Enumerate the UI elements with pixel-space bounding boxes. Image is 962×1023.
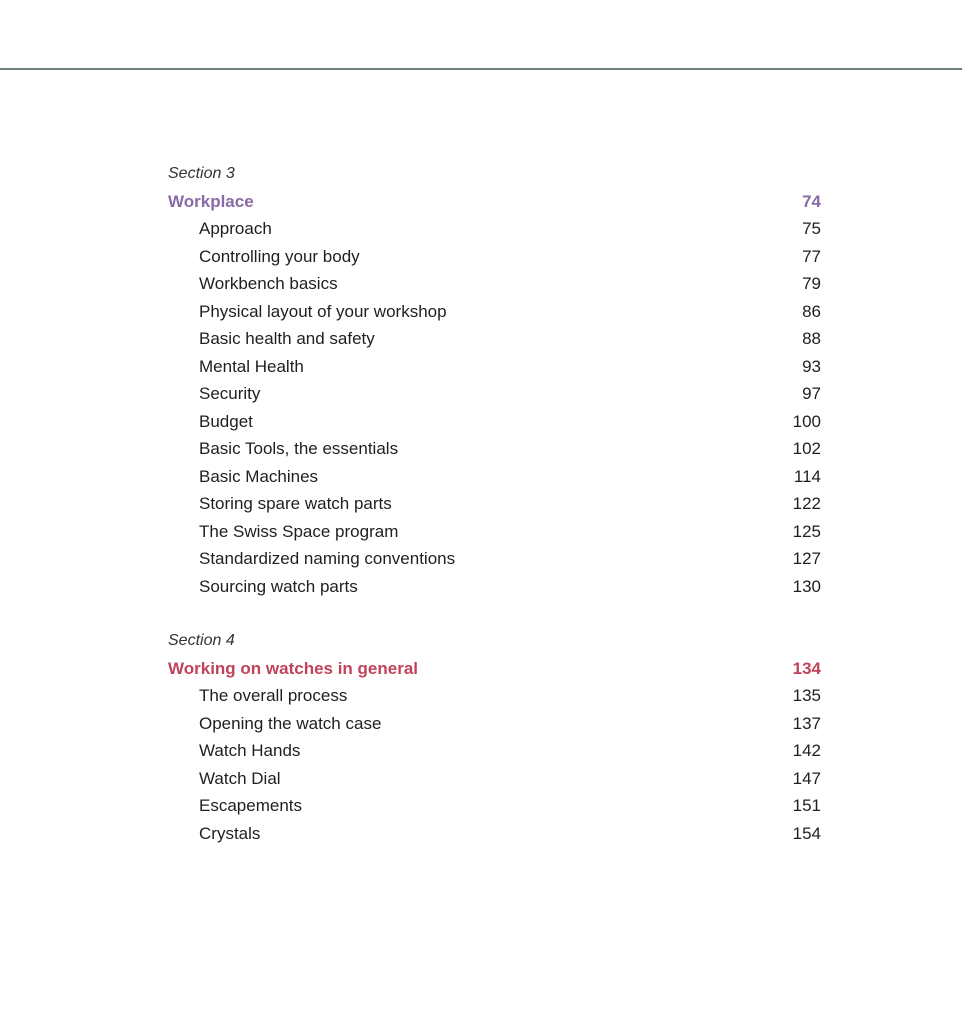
- toc-entry[interactable]: [168, 820, 821, 848]
- entry-page-number: 122: [792, 494, 821, 513]
- section-page-number: 134: [792, 658, 821, 678]
- entry-title: Escapements: [199, 796, 302, 815]
- toc-entry[interactable]: [168, 435, 821, 463]
- entry-page-number: 137: [792, 713, 821, 733]
- entry-title: Physical layout of your workshop: [199, 301, 447, 321]
- entry-page-number: 100: [792, 411, 821, 431]
- toc-entry[interactable]: [168, 298, 821, 326]
- section-heading-workplace[interactable]: [168, 188, 821, 216]
- entry-page-number: 77: [802, 246, 821, 266]
- section-heading-working-on-watches[interactable]: [168, 655, 821, 683]
- entry-page-number: 88: [802, 329, 821, 348]
- table-of-contents: [168, 160, 821, 874]
- section-label: Section 3: [168, 165, 235, 182]
- toc-entry[interactable]: [168, 463, 821, 491]
- entry-title: Watch Dial: [199, 768, 281, 788]
- entry-page-number: 125: [792, 521, 821, 541]
- entry-title: The overall process: [199, 686, 348, 705]
- entry-page-number: 151: [792, 796, 821, 815]
- entry-page-number: 127: [792, 549, 821, 568]
- entry-page-number: 147: [792, 768, 821, 788]
- entry-title: Opening the watch case: [199, 713, 382, 733]
- entry-title: Controlling your body: [199, 246, 360, 266]
- toc-entry[interactable]: [168, 792, 821, 820]
- section-4: [168, 627, 821, 847]
- entry-title: Storing spare watch parts: [199, 494, 392, 513]
- section-title: Working on watches in general: [168, 658, 419, 678]
- entry-title: Watch Hands: [199, 741, 301, 760]
- entry-title: Mental Health: [199, 356, 304, 376]
- toc-entry[interactable]: [168, 380, 821, 408]
- toc-entry[interactable]: [168, 353, 821, 381]
- section-label: Section 4: [168, 632, 235, 649]
- section-3: [168, 160, 821, 600]
- entry-title: Workbench basics: [199, 274, 338, 293]
- entry-page-number: 135: [792, 686, 821, 705]
- entry-title: The Swiss Space program: [199, 521, 399, 541]
- entry-title: Sourcing watch parts: [199, 576, 358, 596]
- toc-entry[interactable]: [168, 710, 821, 738]
- toc-entry[interactable]: [168, 325, 821, 353]
- entry-page-number: 86: [802, 301, 821, 321]
- toc-entry[interactable]: [168, 215, 821, 243]
- toc-entry[interactable]: [168, 490, 821, 518]
- toc-entry[interactable]: [168, 408, 821, 436]
- section-page-number: 74: [802, 191, 821, 211]
- toc-entry[interactable]: [168, 765, 821, 793]
- entry-page-number: 97: [802, 384, 821, 403]
- entry-title: Standardized naming conventions: [199, 549, 456, 568]
- entry-title: Basic Machines: [199, 466, 319, 486]
- toc-entry[interactable]: [168, 682, 821, 710]
- entry-page-number: 93: [802, 356, 821, 376]
- section-title: Workplace: [168, 191, 254, 211]
- toc-entry[interactable]: [168, 243, 821, 271]
- entry-title: Approach: [199, 219, 272, 238]
- entry-title: Basic health and safety: [199, 329, 375, 348]
- entry-page-number: 130: [792, 576, 821, 596]
- entry-title: Crystals: [199, 823, 261, 843]
- entry-page-number: 75: [802, 219, 821, 238]
- entry-title: Security: [199, 384, 261, 403]
- toc-entry[interactable]: [168, 545, 821, 573]
- entry-title: Basic Tools, the essentials: [199, 439, 399, 458]
- entry-page-number: 154: [792, 823, 821, 843]
- toc-entry[interactable]: [168, 737, 821, 765]
- entry-page-number: 79: [802, 274, 821, 293]
- toc-entry[interactable]: [168, 573, 821, 601]
- toc-entry[interactable]: [168, 518, 821, 546]
- entry-title: Budget: [199, 411, 253, 431]
- entry-page-number: 142: [792, 741, 821, 760]
- entry-page-number: 114: [793, 466, 821, 486]
- entry-page-number: 102: [792, 439, 821, 458]
- top-divider: [0, 68, 962, 70]
- toc-entry[interactable]: [168, 270, 821, 298]
